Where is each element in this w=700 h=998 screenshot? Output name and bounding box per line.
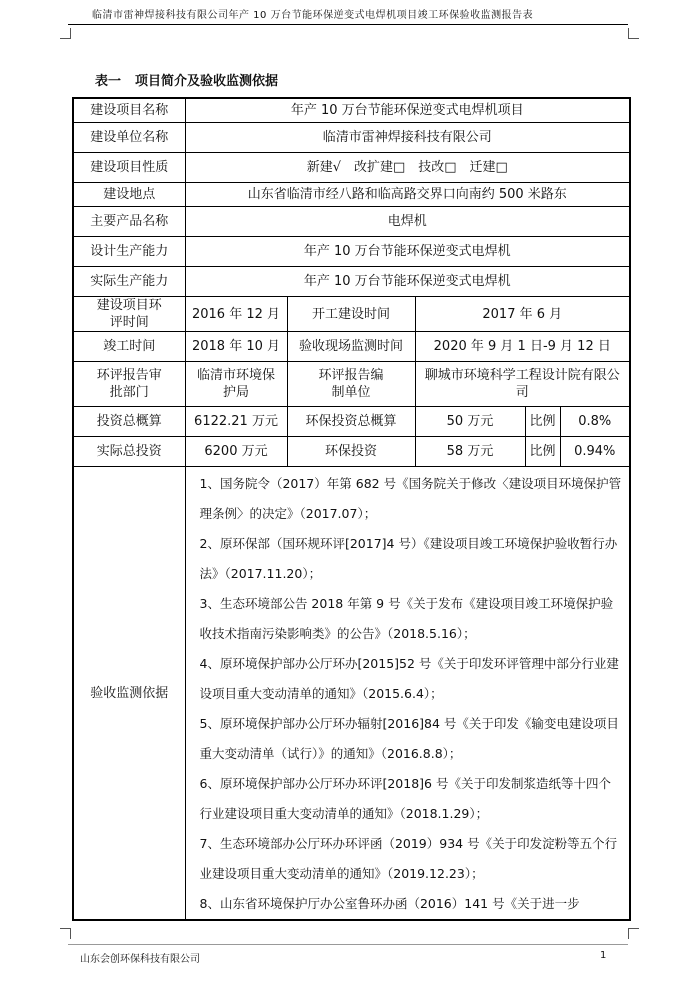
crop-mark-br <box>628 928 639 939</box>
cell-label: 环评报告审批部门 <box>73 362 185 407</box>
cell-value: 6200 万元 <box>185 437 287 467</box>
cell-value: 年产 10 万台节能环保逆变式电焊机 <box>185 267 630 297</box>
table-row <box>73 237 630 267</box>
cell-label: 投资总概算 <box>73 407 185 437</box>
cell-label: 建设项目名称 <box>73 98 185 123</box>
header-rule <box>68 24 628 25</box>
cell-label: 环评报告编制单位 <box>287 362 415 407</box>
basis-item: 6、原环境保护部办公厅环办环评[2018]6 号《关于印发制浆造纸等十四个行业建设项目重大变动清单的通知》（2018.1.29）； <box>199 776 611 821</box>
table-row <box>73 153 630 183</box>
table-row <box>73 267 630 297</box>
cell-value: 聊城市环境科学工程设计院有限公司 <box>415 362 630 407</box>
basis-item: 5、原环境保护部办公厅环办辐射[2016]84 号《关于印发《输变电建设项目重大变动清单（试行）》的通知》（2016.8.8）； <box>199 716 619 761</box>
table-row <box>73 362 630 407</box>
table-row <box>73 437 630 467</box>
cell-value: 山东省临清市经八路和临高路交界口向南约 500 米路东 <box>185 183 630 207</box>
cell-value: 6122.21 万元 <box>185 407 287 437</box>
table-row <box>73 183 630 207</box>
cell-value: 0.8% <box>560 407 630 437</box>
caption-label: 表一 <box>95 74 122 89</box>
cell-label: 实际总投资 <box>73 437 185 467</box>
cell-value: 2018 年 10 月 <box>185 332 287 362</box>
cell-label: 环保投资总概算 <box>287 407 415 437</box>
table-row <box>73 98 630 123</box>
basis-list <box>185 467 630 921</box>
cell-label: 设计生产能力 <box>73 237 185 267</box>
table-row <box>73 407 630 437</box>
caption-title: 项目简介及验收监测依据 <box>135 74 279 89</box>
crop-mark-tl <box>60 28 71 39</box>
cell-label: 建设单位名称 <box>73 123 185 153</box>
cell-label: 环保投资 <box>287 437 415 467</box>
crop-mark-tr <box>628 28 639 39</box>
cell-label: 验收现场监测时间 <box>287 332 415 362</box>
cell-label: 建设项目环评时间 <box>73 297 185 332</box>
cell-value: 58 万元 <box>415 437 525 467</box>
cell-value: 2020 年 9 月 1 日-9 月 12 日 <box>415 332 630 362</box>
cell-label: 竣工时间 <box>73 332 185 362</box>
footer-rule <box>68 944 628 945</box>
basis-item: 4、原环境保护部办公厅环办[2015]52 号《关于印发环评管理中部分行业建设项目重大变动清单的通知》（2015.6.4）； <box>199 656 619 701</box>
basis-item: 7、生态环境部办公厅环办环评函（2019）934 号《关于印发淀粉等五个行业建设项目重大变动清单的通知》（2019.12.23）； <box>199 836 618 881</box>
table-row <box>73 467 630 921</box>
cell-label: 比例 <box>525 407 560 437</box>
table-row <box>73 332 630 362</box>
crop-mark-bl <box>60 928 71 939</box>
cell-label: 建设地点 <box>73 183 185 207</box>
running-header: 临清市雷神焊接科技有限公司年产 10 万台节能环保逆变式电焊机项目竣工环保验收监测报告表 <box>92 10 534 21</box>
cell-value: 0.94% <box>560 437 630 467</box>
table-row <box>73 207 630 237</box>
cell-label: 实际生产能力 <box>73 267 185 297</box>
page-number: 1 <box>600 950 607 961</box>
project-info-table <box>72 97 631 921</box>
basis-item: 8、山东省环境保护厅办公室鲁环办函（2016）141 号《关于进一步 <box>199 896 580 911</box>
cell-label: 建设项目性质 <box>73 153 185 183</box>
footer-company: 山东会创环保科技有限公司 <box>80 954 200 965</box>
cell-value: 2017 年 6 月 <box>415 297 630 332</box>
basis-item: 1、国务院令（2017）年第 682 号《国务院关于修改〈建设项目环境保护管理条例〉的决定》（2017.07）； <box>199 476 622 521</box>
basis-item: 3、生态环境部公告 2018 年第 9 号《关于发布《建设项目竣工环境保护验收技术指南污染影响类》的公告》（2018.5.16）； <box>199 596 614 641</box>
basis-item: 2、原环保部（国环规环评[2017]4 号）《建设项目竣工环境保护验收暂行办法》（2017.11.20）； <box>199 536 618 581</box>
cell-label: 验收监测依据 <box>73 467 185 921</box>
cell-label: 开工建设时间 <box>287 297 415 332</box>
cell-value: 50 万元 <box>415 407 525 437</box>
cell-value: 年产 10 万台节能环保逆变式电焊机 <box>185 237 630 267</box>
table-row <box>73 297 630 332</box>
cell-label: 比例 <box>525 437 560 467</box>
cell-value: 2016 年 12 月 <box>185 297 287 332</box>
cell-value: 电焊机 <box>185 207 630 237</box>
cell-value: 新建√ 改扩建□ 技改□ 迁建□ <box>185 153 630 183</box>
cell-label: 主要产品名称 <box>73 207 185 237</box>
table-row <box>73 123 630 153</box>
table-caption <box>95 70 278 89</box>
cell-value: 临清市雷神焊接科技有限公司 <box>185 123 630 153</box>
cell-value: 临清市环境保护局 <box>185 362 287 407</box>
cell-value: 年产 10 万台节能环保逆变式电焊机项目 <box>185 98 630 123</box>
